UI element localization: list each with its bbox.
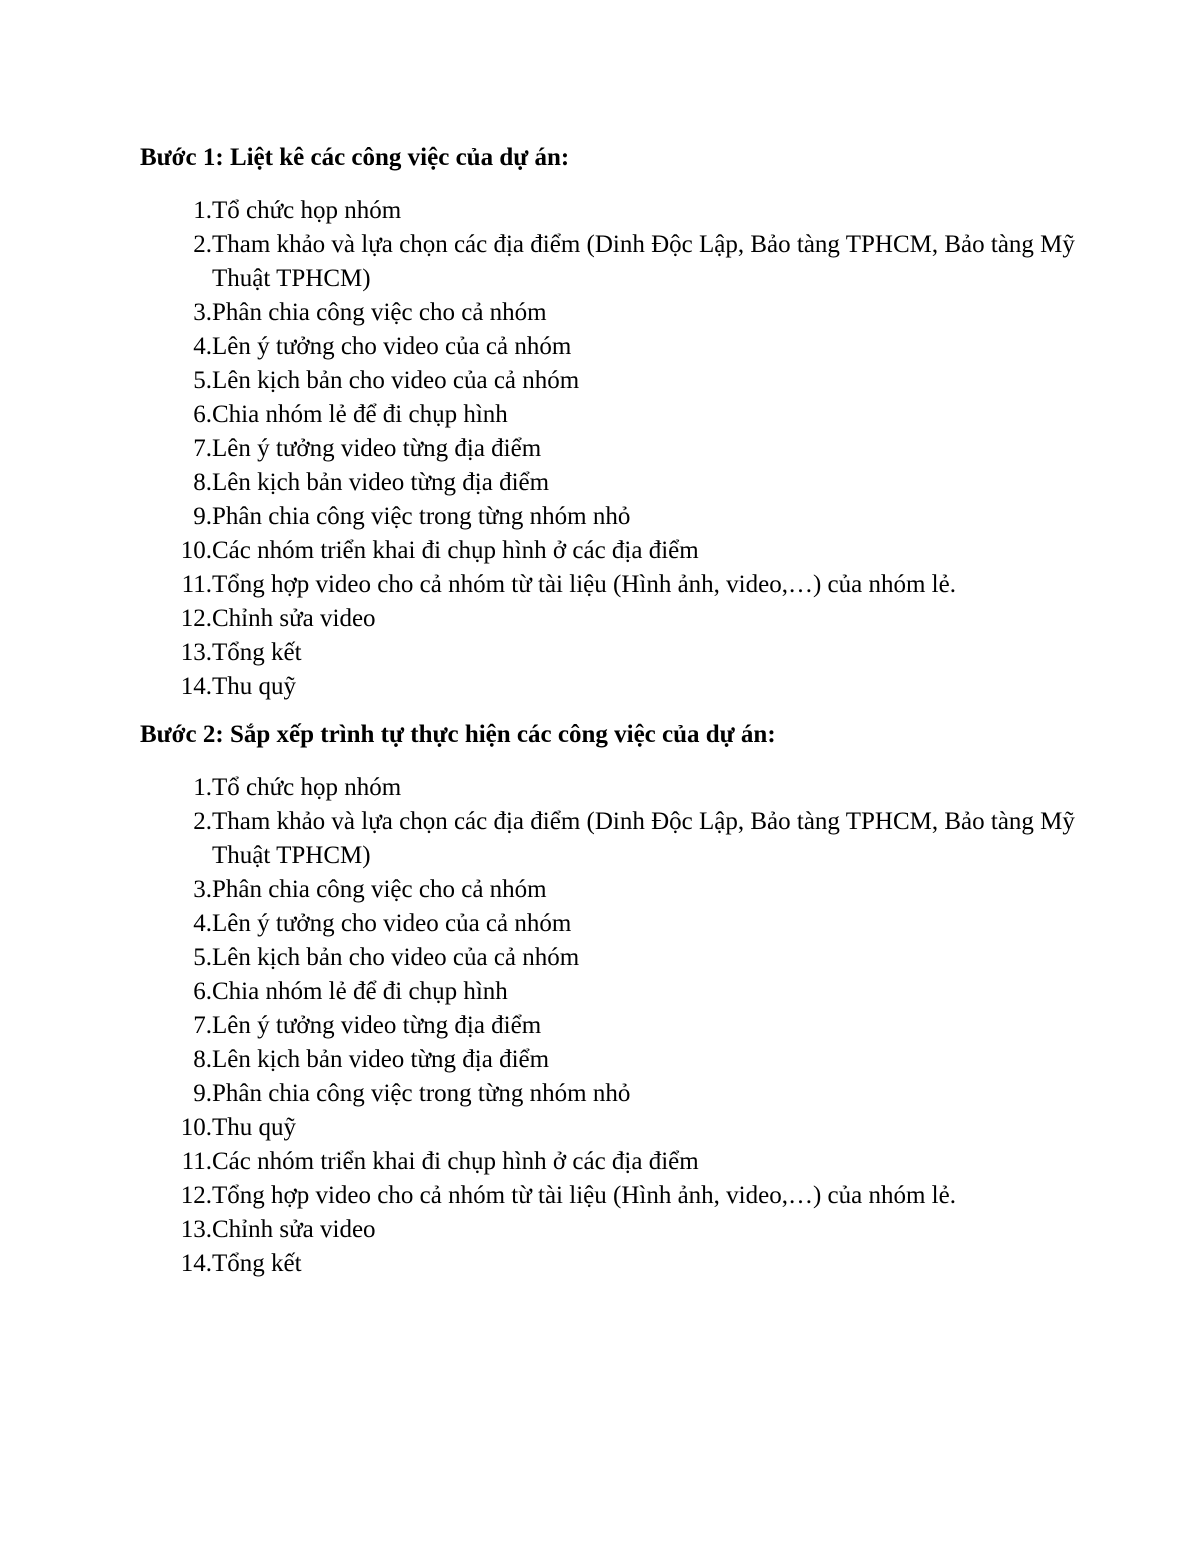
item-text: Chia nhóm lẻ để đi chụp hình — [212, 978, 508, 1005]
item-number: 6. — [193, 401, 212, 428]
item-number: 12. — [180, 605, 212, 632]
list-item — [140, 194, 1100, 228]
item-text: Chỉnh sửa video — [212, 605, 376, 632]
section-step-1 — [140, 142, 1100, 704]
item-text: Tổng hợp video cho cả nhóm từ tài liệu (Hình ảnh, video,…) của nhóm lẻ. — [212, 1182, 956, 1209]
item-text: Các nhóm triển khai đi chụp hình ở các địa điểm — [212, 537, 699, 564]
item-number: 14. — [180, 673, 212, 700]
item-number: 2. — [193, 231, 212, 258]
list-item — [140, 1077, 1100, 1111]
item-number: 13. — [180, 1216, 212, 1243]
list-item — [140, 1111, 1100, 1145]
item-number: 11. — [181, 1148, 212, 1175]
section-heading: Bước 1: Liệt kê các công việc của dự án: — [140, 144, 570, 171]
item-number: 10. — [180, 1114, 212, 1141]
item-text: Lên ý tưởng video từng địa điểm — [212, 435, 542, 462]
list-item — [140, 330, 1100, 364]
item-text: Phân chia công việc cho cả nhóm — [212, 876, 547, 903]
item-number: 8. — [193, 1046, 212, 1073]
list-item — [140, 1145, 1100, 1179]
item-text: Tổ chức họp nhóm — [212, 774, 402, 801]
item-number: 6. — [193, 978, 212, 1005]
item-number: 9. — [193, 1080, 212, 1107]
item-text: Tổ chức họp nhóm — [212, 197, 402, 224]
list-item — [140, 1179, 1100, 1213]
item-text: Lên kịch bản video từng địa điểm — [212, 1046, 550, 1073]
item-number: 4. — [193, 910, 212, 937]
list-item — [140, 1213, 1100, 1247]
section-step-2 — [140, 719, 1100, 1281]
item-number: 5. — [193, 944, 212, 971]
list-item — [140, 364, 1100, 398]
item-text: Lên ý tưởng cho video của cả nhóm — [212, 333, 572, 360]
item-text: Lên kịch bản video từng địa điểm — [212, 469, 550, 496]
item-text: Thu quỹ — [212, 1114, 297, 1141]
list-item — [140, 1009, 1100, 1043]
item-text: Tham khảo và lựa chọn các địa điểm (Dinh Độc Lập, Bảo tàng TPHCM, Bảo tàng Mỹ Thuật TPHCM) — [212, 808, 1075, 869]
item-text: Chia nhóm lẻ để đi chụp hình — [212, 401, 508, 428]
list-item — [140, 771, 1100, 805]
list-item — [140, 670, 1100, 704]
item-text: Lên kịch bản cho video của cả nhóm — [212, 944, 580, 971]
list-item — [140, 534, 1100, 568]
item-text: Tổng kết — [212, 639, 302, 666]
list-item — [140, 873, 1100, 907]
list-item — [140, 466, 1100, 500]
item-number: 14. — [180, 1250, 212, 1277]
item-text: Tổng kết — [212, 1250, 302, 1277]
item-number: 1. — [193, 197, 212, 224]
item-number: 11. — [181, 571, 212, 598]
item-text: Thu quỹ — [212, 673, 297, 700]
list-item — [140, 636, 1100, 670]
list-item — [140, 432, 1100, 466]
item-number: 12. — [180, 1182, 212, 1209]
item-text: Các nhóm triển khai đi chụp hình ở các địa điểm — [212, 1148, 699, 1175]
item-number: 13. — [180, 639, 212, 666]
item-number: 10. — [180, 537, 212, 564]
task-list — [140, 771, 1100, 1281]
item-number: 5. — [193, 367, 212, 394]
list-item — [140, 500, 1100, 534]
item-text: Lên kịch bản cho video của cả nhóm — [212, 367, 580, 394]
item-text: Chỉnh sửa video — [212, 1216, 376, 1243]
section-heading: Bước 2: Sắp xếp trình tự thực hiện các công việc của dự án: — [140, 721, 776, 748]
item-text: Phân chia công việc trong từng nhóm nhỏ — [212, 503, 631, 530]
list-item — [140, 1247, 1100, 1281]
list-item — [140, 975, 1100, 1009]
list-item — [140, 941, 1100, 975]
item-text: Lên ý tưởng video từng địa điểm — [212, 1012, 542, 1039]
item-text: Phân chia công việc trong từng nhóm nhỏ — [212, 1080, 631, 1107]
item-number: 4. — [193, 333, 212, 360]
item-text: Phân chia công việc cho cả nhóm — [212, 299, 547, 326]
list-item — [140, 228, 1100, 296]
item-number: 9. — [193, 503, 212, 530]
task-list — [140, 194, 1100, 704]
item-number: 3. — [193, 299, 212, 326]
list-item — [140, 602, 1100, 636]
list-item — [140, 805, 1100, 873]
item-number: 3. — [193, 876, 212, 903]
item-number: 2. — [193, 808, 212, 835]
item-text: Lên ý tưởng cho video của cả nhóm — [212, 910, 572, 937]
item-number: 7. — [193, 1012, 212, 1039]
list-item — [140, 568, 1100, 602]
item-number: 8. — [193, 469, 212, 496]
item-number: 7. — [193, 435, 212, 462]
list-item — [140, 907, 1100, 941]
item-text: Tổng hợp video cho cả nhóm từ tài liệu (Hình ảnh, video,…) của nhóm lẻ. — [212, 571, 956, 598]
list-item — [140, 398, 1100, 432]
item-text: Tham khảo và lựa chọn các địa điểm (Dinh Độc Lập, Bảo tàng TPHCM, Bảo tàng Mỹ Thuật TPHCM) — [212, 231, 1075, 292]
list-item — [140, 1043, 1100, 1077]
item-number: 1. — [193, 774, 212, 801]
list-item — [140, 296, 1100, 330]
